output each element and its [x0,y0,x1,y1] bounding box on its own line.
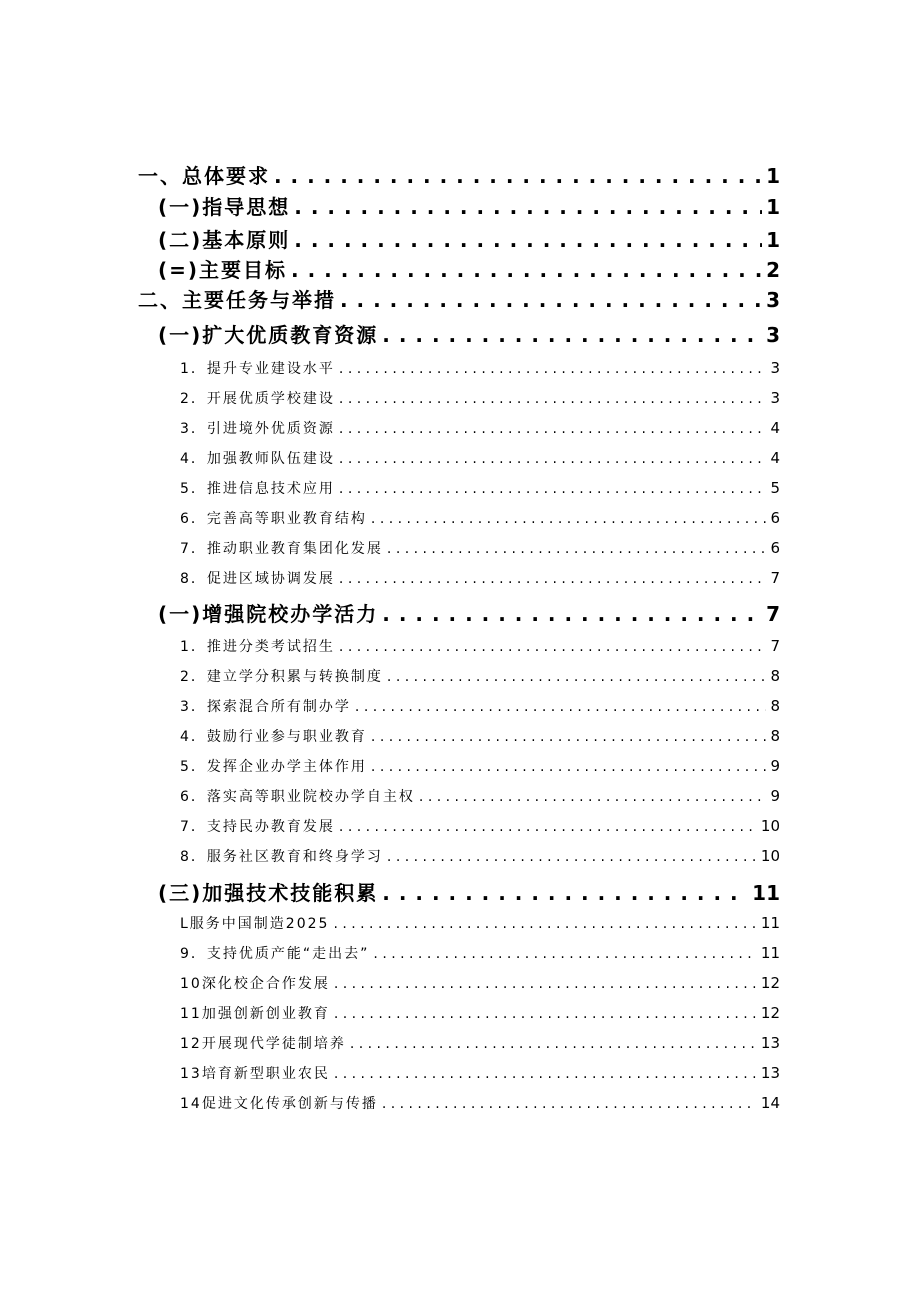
dot-leader [382,602,762,626]
toc-entry-title: 4．加强教师队伍建设 [180,451,335,467]
toc-entry[interactable] [0,726,920,746]
toc-entry-title: 2．开展优质学校建设 [180,391,335,407]
dot-leader [350,1036,757,1052]
toc-page-number: 8 [770,727,780,745]
toc-entry-title: 7．支持民办教育发展 [180,819,335,835]
toc-entry[interactable] [0,418,920,438]
toc-entry[interactable] [0,877,920,906]
toc-entry[interactable] [0,284,920,313]
dot-leader [382,881,748,905]
toc-entry[interactable] [0,388,920,408]
toc-entry-title: (=)主要目标 [158,258,288,282]
toc-page-number: 10 [760,817,780,835]
toc-page-number: 13 [760,1064,780,1082]
toc-entry[interactable] [0,943,920,963]
dot-leader [294,228,762,252]
toc-entry-title: 12开展现代学徒制培养 [180,1036,346,1052]
toc-page-number: 11 [760,944,780,962]
toc-entry-title: 二、主要任务与举措 [138,288,336,312]
toc-page-number: 8 [770,697,780,715]
toc-entry[interactable] [0,786,920,806]
dot-leader [387,849,757,865]
toc-entry[interactable] [0,478,920,498]
toc-entry-title: 10深化校企合作发展 [180,976,330,992]
toc-page-number: 9 [770,787,780,805]
toc-entry[interactable] [0,568,920,588]
toc-entry-title: 8．促进区域协调发展 [180,571,335,587]
dot-leader [274,164,762,188]
toc-entry-title: 2．建立学分积累与转换制度 [180,669,383,685]
toc-entry-title: (一)扩大优质教育资源 [158,323,379,347]
dot-leader [371,729,767,745]
toc-page-number: 5 [770,479,780,497]
toc-entry[interactable] [0,191,920,220]
dot-leader [339,451,767,467]
toc-page-number: 3 [770,389,780,407]
dot-leader [371,511,767,527]
toc-entry[interactable] [0,358,920,378]
toc-entry-title: (一)增强院校办学活力 [158,602,379,626]
dot-leader [371,759,767,775]
toc-entry-title: 14促进文化传承创新与传播 [180,1096,378,1112]
toc-entry[interactable] [0,816,920,836]
dot-leader [382,1096,757,1112]
toc-entry[interactable] [0,1033,920,1053]
dot-leader [339,481,767,497]
dot-leader [387,669,767,685]
dot-leader [334,976,757,992]
toc-entry[interactable] [0,846,920,866]
toc-entry-title: 11加强创新创业教育 [180,1006,330,1022]
toc-entry[interactable] [0,224,920,253]
toc-entry-title: 4．鼓励行业参与职业教育 [180,729,367,745]
toc-entry[interactable] [0,319,920,348]
toc-entry-title: (一)指导思想 [158,195,291,219]
toc-page-number: 8 [770,667,780,685]
toc-page-number: 1 [766,228,780,252]
dot-leader [334,1006,757,1022]
dot-leader [382,323,762,347]
dot-leader [339,819,757,835]
toc-page-number: 10 [760,847,780,865]
dot-leader [387,541,767,557]
dot-leader [339,391,767,407]
toc-page-number: 6 [770,539,780,557]
toc-entry[interactable] [0,756,920,776]
toc-page-number: 11 [760,914,780,932]
toc-page-number: 1 [766,164,780,188]
toc-page-number: 4 [770,419,780,437]
toc-page-number: 4 [770,449,780,467]
dot-leader [333,916,756,932]
toc-page-number: 7 [766,602,780,626]
toc-page-number: 14 [760,1094,780,1112]
toc-page-number: 11 [752,881,780,905]
toc-entry[interactable] [0,666,920,686]
dot-leader [339,639,767,655]
toc-entry-title: 3．探索混合所有制办学 [180,699,351,715]
toc-entry-title: 6．完善高等职业教育结构 [180,511,367,527]
toc-page-number: 12 [760,1004,780,1022]
toc-entry[interactable] [0,1093,920,1113]
toc-entry-title: 5．推进信息技术应用 [180,481,335,497]
toc-entry[interactable] [0,973,920,993]
toc-page-number: 6 [770,509,780,527]
toc-entry[interactable] [0,508,920,528]
toc-entry[interactable] [0,538,920,558]
toc-entry-title: 9．支持优质产能“走出去” [180,946,370,962]
toc-page-number: 3 [770,359,780,377]
toc-entry-title: 1．提升专业建设水平 [180,361,335,377]
toc-page-number: 1 [766,195,780,219]
toc-entry-title: (二)基本原则 [158,228,291,252]
toc-entry[interactable] [0,254,920,283]
toc-entry[interactable] [0,636,920,656]
toc-entry-title: 6．落实高等职业院校办学自主权 [180,789,415,805]
toc-page-number: 3 [766,288,780,312]
toc-entry[interactable] [0,1063,920,1083]
toc-entry[interactable] [0,448,920,468]
dot-leader [334,1066,757,1082]
toc-page-number: 3 [766,323,780,347]
dot-leader [339,571,767,587]
dot-leader [294,195,762,219]
toc-entry[interactable] [0,913,920,933]
toc-entry-title: 7．推动职业教育集团化发展 [180,541,383,557]
dot-leader [340,288,762,312]
toc-entry-title: 13培育新型职业农民 [180,1066,330,1082]
dot-leader [419,789,767,805]
toc-entry-title: 一、总体要求 [138,164,270,188]
dot-leader [373,946,756,962]
toc-entry[interactable] [0,696,920,716]
dot-leader [355,699,767,715]
toc-entry[interactable] [0,1003,920,1023]
dot-leader [339,361,767,377]
dot-leader [339,421,767,437]
toc-entry-title: 5．发挥企业办学主体作用 [180,759,367,775]
toc-page-number: 7 [770,569,780,587]
toc-entry-title: 3．引进境外优质资源 [180,421,335,437]
toc-page-number: 12 [760,974,780,992]
dot-leader [291,258,762,282]
toc-page-number: 7 [770,637,780,655]
toc-entry-title: L服务中国制造2025 [180,916,330,932]
toc-page-number: 9 [770,757,780,775]
toc-entry[interactable] [0,160,920,189]
toc-entry[interactable] [0,598,920,627]
toc-entry-title: 1．推进分类考试招生 [180,639,335,655]
toc-entry-title: 8．服务社区教育和终身学习 [180,849,383,865]
toc-page-number: 13 [760,1034,780,1052]
toc-page-number: 2 [766,258,780,282]
toc-entry-title: (三)加强技术技能积累 [158,881,379,905]
